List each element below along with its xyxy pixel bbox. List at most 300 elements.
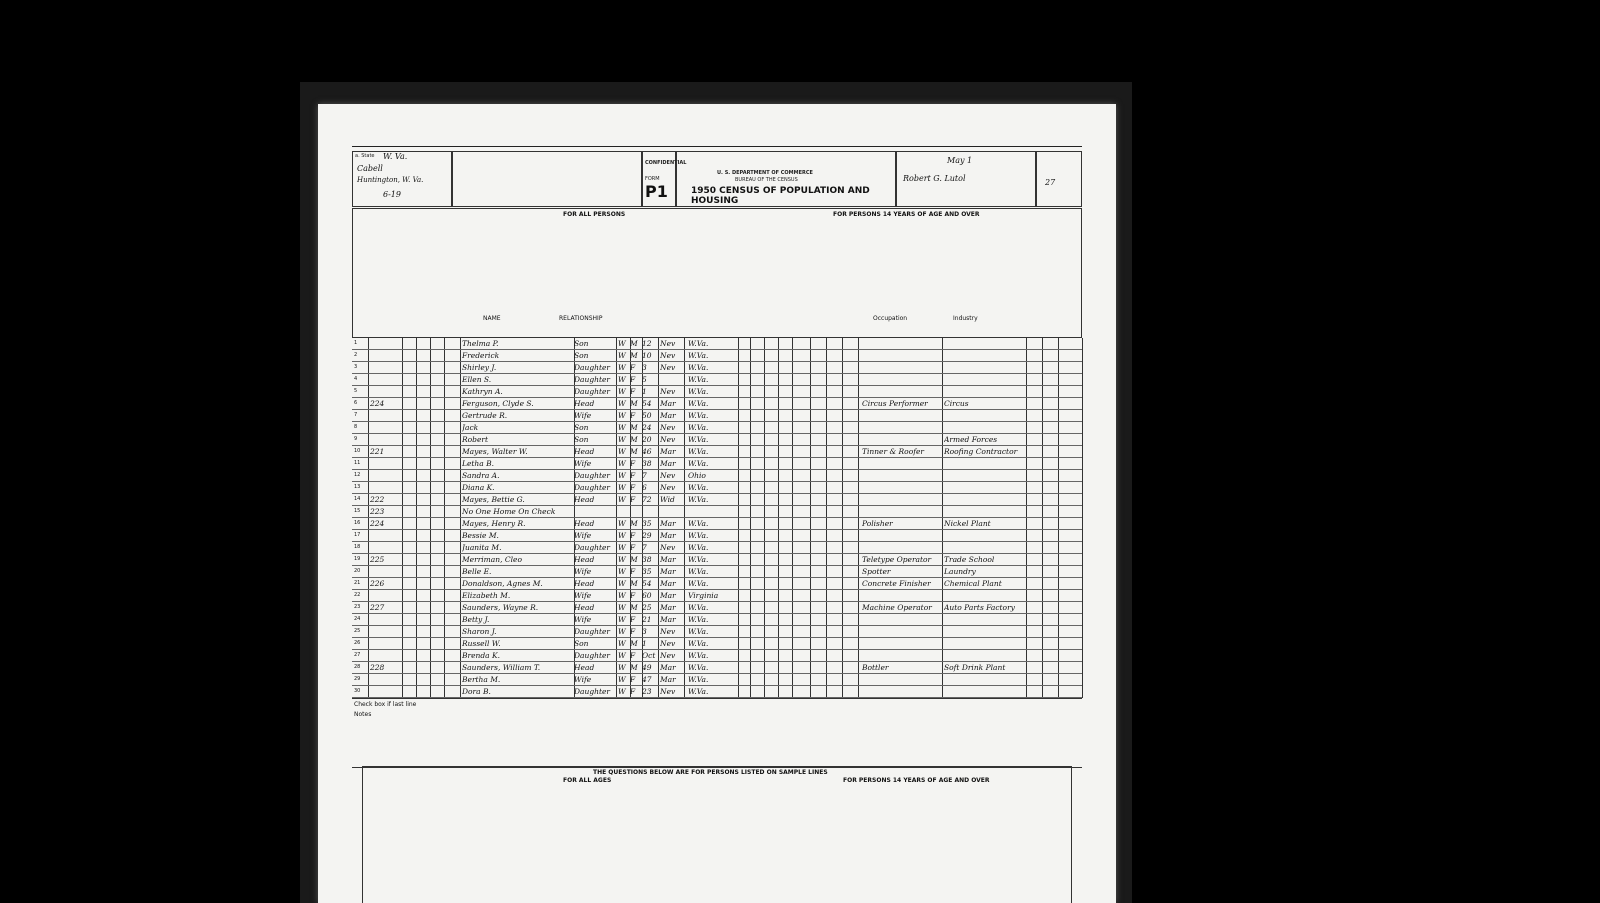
cell-mar: Mar xyxy=(660,567,676,576)
cell-num: 28 xyxy=(354,664,361,670)
cell-name: Bessie M. xyxy=(462,531,499,540)
cell-rel: Daughter xyxy=(574,627,610,636)
cell-bp: W.Va. xyxy=(688,363,709,372)
cell-addr: 226 xyxy=(370,579,385,588)
cell-num: 16 xyxy=(354,520,361,526)
cell-ind xyxy=(944,350,1024,361)
cell-rel: Daughter xyxy=(574,687,610,696)
cell-race: W xyxy=(618,411,626,420)
cell-rel: Head xyxy=(574,447,595,456)
cell-race: W xyxy=(618,387,626,396)
grid-line xyxy=(1082,338,1083,698)
cell-ind: Chemical Plant xyxy=(944,579,1002,588)
cell-num: 8 xyxy=(354,424,358,430)
cell-mar: Mar xyxy=(660,603,676,612)
cell-ind xyxy=(944,650,1024,661)
cell-ind xyxy=(944,470,1024,481)
table-row xyxy=(352,494,1082,505)
cell-name: Thelma P. xyxy=(462,339,499,348)
cell-age: 7 xyxy=(642,471,647,480)
cell-occ xyxy=(862,350,942,361)
cell-num: 7 xyxy=(354,412,358,418)
table-row xyxy=(352,662,1082,673)
cell-age: 6 xyxy=(642,483,647,492)
cell-rel: Head xyxy=(574,555,595,564)
cell-occ: Spotter xyxy=(862,567,891,576)
cell-mar: Nev xyxy=(660,351,676,360)
cell-addr: 224 xyxy=(370,399,385,408)
cell-sex: F xyxy=(630,675,636,684)
cell-addr: 224 xyxy=(370,519,385,528)
cell-rel: Daughter xyxy=(574,483,610,492)
cell-name: Bertha M. xyxy=(462,675,501,684)
cell-name: Brenda K. xyxy=(462,651,501,660)
cell-sex: F xyxy=(630,591,636,600)
cell-bp: W.Va. xyxy=(688,543,709,552)
cell-ind xyxy=(944,410,1024,421)
cell-rel: Wife xyxy=(574,615,592,624)
table-row xyxy=(352,578,1082,589)
cell-bp: Ohio xyxy=(688,471,706,480)
cell-mar: Nev xyxy=(660,423,676,432)
cell-rel: Daughter xyxy=(574,543,610,552)
cell-race: W xyxy=(618,651,626,660)
cell-bp: W.Va. xyxy=(688,459,709,468)
cell-mar: Nev xyxy=(660,471,676,480)
cell-ind xyxy=(944,458,1024,469)
cell-rel: Head xyxy=(574,579,595,588)
cell-num: 18 xyxy=(354,544,361,550)
table-row xyxy=(352,602,1082,613)
cell-mar: Nev xyxy=(660,435,676,444)
cell-race: W xyxy=(618,555,626,564)
notes-label: Notes xyxy=(354,711,372,718)
cell-num: 23 xyxy=(354,604,361,610)
cell-name: Letha B. xyxy=(462,459,495,468)
cell-sex: M xyxy=(630,339,638,348)
cell-rel: Daughter xyxy=(574,471,610,480)
cell-name: Kathryn A. xyxy=(462,387,503,396)
cell-age: 60 xyxy=(642,591,652,600)
cell-age: 24 xyxy=(642,423,652,432)
cell-num: 25 xyxy=(354,628,361,634)
cell-rel: Wife xyxy=(574,591,592,600)
dept-label: U. S. DEPARTMENT OF COMMERCE xyxy=(717,170,813,176)
cell-race: W xyxy=(618,687,626,696)
cell-num: 29 xyxy=(354,676,361,682)
cell-mar: Mar xyxy=(660,519,676,528)
cell-name: Robert xyxy=(462,435,489,444)
cell-occ xyxy=(862,590,942,601)
table-row xyxy=(352,374,1082,385)
county-value: Cabell xyxy=(357,164,383,173)
cell-addr xyxy=(370,434,400,445)
cell-occ: Circus Performer xyxy=(862,399,928,408)
column-header-block xyxy=(352,208,1082,338)
cell-ind xyxy=(944,674,1024,685)
cell-ind: Auto Parts Factory xyxy=(944,603,1015,612)
cell-mar: Nev xyxy=(660,387,676,396)
cell-addr: 227 xyxy=(370,603,385,612)
cell-age xyxy=(642,506,658,517)
cell-rel: Daughter xyxy=(574,363,610,372)
cell-bp: W.Va. xyxy=(688,579,709,588)
cell-bp: W.Va. xyxy=(688,531,709,540)
cell-rel: Son xyxy=(574,423,589,432)
cell-num: 4 xyxy=(354,376,358,382)
cell-addr xyxy=(370,530,400,541)
cell-occ xyxy=(862,650,942,661)
cell-mar: Nev xyxy=(660,339,676,348)
cell-addr xyxy=(370,674,400,685)
cell-bp: W.Va. xyxy=(688,339,709,348)
cell-num: 9 xyxy=(354,436,358,442)
cell-race: W xyxy=(618,351,626,360)
cell-rel: Son xyxy=(574,339,589,348)
cell-bp: W.Va. xyxy=(688,603,709,612)
cell-race: W xyxy=(618,603,626,612)
cell-name: Russell W. xyxy=(462,639,501,648)
cell-rel xyxy=(574,506,614,517)
cell-ind: Armed Forces xyxy=(944,435,998,444)
cell-num: 13 xyxy=(354,484,361,490)
cell-sex: F xyxy=(630,483,636,492)
cell-ind: Nickel Plant xyxy=(944,519,991,528)
cell-sex: F xyxy=(630,543,636,552)
cell-race: W xyxy=(618,543,626,552)
cell-bp: W.Va. xyxy=(688,411,709,420)
cell-addr xyxy=(370,338,400,349)
cell-addr xyxy=(370,638,400,649)
industry-col-label: Industry xyxy=(953,315,978,322)
cell-occ xyxy=(862,674,942,685)
cell-sex: F xyxy=(630,687,636,696)
cell-ind xyxy=(944,362,1024,373)
cell-num: 20 xyxy=(354,568,361,574)
cell-age: 47 xyxy=(642,675,652,684)
cell-sex: F xyxy=(630,531,636,540)
sample-for-persons-14-label: FOR PERSONS 14 YEARS OF AGE AND OVER xyxy=(843,777,990,784)
table-row xyxy=(352,482,1082,493)
cell-age: 21 xyxy=(642,615,652,624)
cell-age: 35 xyxy=(642,567,652,576)
cell-num: 11 xyxy=(354,460,361,466)
cell-addr xyxy=(370,350,400,361)
place-value: Huntington, W. Va. xyxy=(357,176,424,184)
cell-name: Jack xyxy=(462,423,479,432)
cell-bp: W.Va. xyxy=(688,639,709,648)
cell-rel: Daughter xyxy=(574,387,610,396)
cell-age: 12 xyxy=(642,339,652,348)
cell-rel: Daughter xyxy=(574,651,610,660)
cell-rel: Wife xyxy=(574,567,592,576)
cell-ind xyxy=(944,626,1024,637)
cell-rel: Head xyxy=(574,399,595,408)
cell-mar: Mar xyxy=(660,555,676,564)
cell-sex: F xyxy=(630,375,636,384)
cell-rel: Head xyxy=(574,519,595,528)
cell-bp: W.Va. xyxy=(688,555,709,564)
cell-mar: Mar xyxy=(660,591,676,600)
cell-num: 22 xyxy=(354,592,361,598)
cell-mar xyxy=(660,506,682,517)
cell-addr: 222 xyxy=(370,495,385,504)
cell-occ xyxy=(862,362,942,373)
cell-age: 29 xyxy=(642,531,652,540)
enum-date: May 1 xyxy=(947,156,973,165)
cell-num: 15 xyxy=(354,508,361,514)
cell-race: W xyxy=(618,483,626,492)
cell-age: 1 xyxy=(642,639,647,648)
cell-ind xyxy=(944,386,1024,397)
cell-mar: Nev xyxy=(660,639,676,648)
cell-race: W xyxy=(618,579,626,588)
cell-ind: Trade School xyxy=(944,555,995,564)
cell-name: No One Home On Check xyxy=(462,507,556,516)
table-row xyxy=(352,614,1082,625)
cell-mar: Wid xyxy=(660,495,675,504)
table-row xyxy=(352,674,1082,685)
cell-name: Donaldson, Agnes M. xyxy=(462,579,543,588)
cell-ind: Circus xyxy=(944,399,969,408)
cell-name: Juanita M. xyxy=(462,543,502,552)
cell-addr: 223 xyxy=(370,507,385,516)
cell-mar: Mar xyxy=(660,663,676,672)
cell-addr xyxy=(370,386,400,397)
sheet-box xyxy=(1036,151,1082,207)
enumerator-name: Robert G. Lutol xyxy=(903,174,966,183)
table-row xyxy=(352,530,1082,541)
cell-name: Gertrude R. xyxy=(462,411,508,420)
cell-name: Ferguson, Clyde S. xyxy=(462,399,534,408)
cell-addr xyxy=(370,626,400,637)
cell-race: W xyxy=(618,663,626,672)
cell-age: 25 xyxy=(642,603,652,612)
cell-occ xyxy=(862,638,942,649)
cell-mar: Nev xyxy=(660,363,676,372)
cell-mar: Nev xyxy=(660,543,676,552)
cell-race: W xyxy=(618,639,626,648)
cell-addr: 228 xyxy=(370,663,385,672)
cell-num: 12 xyxy=(354,472,361,478)
sheet-number: 27 xyxy=(1045,178,1056,187)
cell-addr: 221 xyxy=(370,447,385,456)
name-col-label: NAME xyxy=(483,315,501,322)
cell-name: Shirley J. xyxy=(462,363,497,372)
cell-age: 54 xyxy=(642,579,652,588)
cell-bp: W.Va. xyxy=(688,495,709,504)
cell-race: W xyxy=(618,375,626,384)
cell-mar: Mar xyxy=(660,615,676,624)
cell-race: W xyxy=(618,459,626,468)
cell-occ: Polisher xyxy=(862,519,893,528)
table-row xyxy=(352,350,1082,361)
cell-name: Elizabeth M. xyxy=(462,591,511,600)
cell-addr xyxy=(370,482,400,493)
cell-age: 72 xyxy=(642,495,652,504)
cell-age: 35 xyxy=(642,519,652,528)
cell-ind xyxy=(944,422,1024,433)
cell-name: Ellen S. xyxy=(462,375,492,384)
table-row xyxy=(352,590,1082,601)
cell-age: 49 xyxy=(642,663,652,672)
cell-ind: Laundry xyxy=(944,567,976,576)
cell-sex xyxy=(630,506,640,517)
cell-rel: Wife xyxy=(574,411,592,420)
ed-value: 6-19 xyxy=(383,190,401,199)
cell-age: 23 xyxy=(642,687,652,696)
cell-ind xyxy=(944,506,1024,517)
cell-addr xyxy=(370,590,400,601)
cell-num: 2 xyxy=(354,352,358,358)
cell-age: 3 xyxy=(642,627,647,636)
cell-age: 5 xyxy=(642,375,647,384)
cell-num: 19 xyxy=(354,556,361,562)
location-box xyxy=(352,151,452,207)
cell-occ xyxy=(862,434,942,445)
cell-rel: Head xyxy=(574,603,595,612)
cell-occ xyxy=(862,614,942,625)
cell-race: W xyxy=(618,615,626,624)
cell-occ xyxy=(862,470,942,481)
cell-occ: Machine Operator xyxy=(862,603,932,612)
cell-race: W xyxy=(618,519,626,528)
cell-sex: F xyxy=(630,411,636,420)
cell-bp: W.Va. xyxy=(688,663,709,672)
cell-num: 3 xyxy=(354,364,358,370)
occupation-col-label: Occupation xyxy=(873,315,908,322)
cell-mar: Mar xyxy=(660,411,676,420)
cell-name: Betty J. xyxy=(462,615,490,624)
cell-mar: Mar xyxy=(660,447,676,456)
cell-rel: Wife xyxy=(574,459,592,468)
table-row xyxy=(352,686,1082,697)
cell-num: 26 xyxy=(354,640,361,646)
cell-num: 30 xyxy=(354,688,361,694)
cell-name: Sandra A. xyxy=(462,471,500,480)
cell-num: 1 xyxy=(354,340,358,346)
cell-ind xyxy=(944,494,1024,505)
table-row xyxy=(352,362,1082,373)
table-row xyxy=(352,470,1082,481)
cell-sex: M xyxy=(630,603,638,612)
cell-num: 17 xyxy=(354,532,361,538)
form-title: 1950 CENSUS OF POPULATION AND HOUSING xyxy=(691,186,870,206)
cell-race: W xyxy=(618,435,626,444)
cell-num: 27 xyxy=(354,652,361,658)
cell-addr xyxy=(370,422,400,433)
cell-mar: Mar xyxy=(660,459,676,468)
cell-name: Saunders, Wayne R. xyxy=(462,603,539,612)
bureau-label: BUREAU OF THE CENSUS xyxy=(735,177,798,183)
cell-mar: Nev xyxy=(660,627,676,636)
cell-bp: W.Va. xyxy=(688,375,709,384)
cell-sex: M xyxy=(630,435,638,444)
cell-num: 21 xyxy=(354,580,361,586)
cell-age: 38 xyxy=(642,555,652,564)
cell-addr xyxy=(370,686,400,697)
cell-race xyxy=(618,506,628,517)
cell-age: 50 xyxy=(642,411,652,420)
cell-name: Sharon J. xyxy=(462,627,497,636)
table-row xyxy=(352,434,1082,445)
cell-num: 10 xyxy=(354,448,361,454)
cell-sex: M xyxy=(630,399,638,408)
cell-bp: W.Va. xyxy=(688,675,709,684)
cell-bp: W.Va. xyxy=(688,435,709,444)
enumerator-box xyxy=(896,151,1036,207)
cell-mar: Mar xyxy=(660,675,676,684)
cell-mar: Mar xyxy=(660,531,676,540)
cell-occ xyxy=(862,386,942,397)
census-form xyxy=(352,146,1082,903)
form-header xyxy=(352,146,1082,213)
cell-sex: F xyxy=(630,651,636,660)
table-row xyxy=(352,398,1082,409)
census-rows xyxy=(352,338,1082,698)
cell-bp: W.Va. xyxy=(688,387,709,396)
cell-name: Saunders, William T. xyxy=(462,663,541,672)
cell-bp: W.Va. xyxy=(688,483,709,492)
cell-occ xyxy=(862,338,942,349)
cell-addr xyxy=(370,470,400,481)
cell-race: W xyxy=(618,591,626,600)
cell-occ xyxy=(862,626,942,637)
cell-race: W xyxy=(618,363,626,372)
cell-name: Merriman, Cleo xyxy=(462,555,522,564)
cell-occ xyxy=(862,494,942,505)
cell-bp: W.Va. xyxy=(688,423,709,432)
table-row xyxy=(352,386,1082,397)
form-id: P1 xyxy=(645,182,668,201)
cell-age: 3 xyxy=(642,363,647,372)
cell-bp: W.Va. xyxy=(688,615,709,624)
cell-sex: M xyxy=(630,555,638,564)
cell-ind xyxy=(944,482,1024,493)
sample-header: THE QUESTIONS BELOW ARE FOR PERSONS LISTED ON SAMPLE LINES xyxy=(593,769,828,776)
cell-age: Oct xyxy=(642,651,656,660)
table-row xyxy=(352,542,1082,553)
cell-bp xyxy=(688,506,734,517)
cell-num: 5 xyxy=(354,388,358,394)
cell-occ xyxy=(862,686,942,697)
cell-name: Mayes, Walter W. xyxy=(462,447,528,456)
cell-name: Mayes, Bettie G. xyxy=(462,495,525,504)
cell-sex: M xyxy=(630,519,638,528)
cell-mar: Nev xyxy=(660,651,676,660)
cell-addr xyxy=(370,410,400,421)
cell-race: W xyxy=(618,627,626,636)
table-row xyxy=(352,626,1082,637)
cell-sex: F xyxy=(630,615,636,624)
cell-bp: W.Va. xyxy=(688,351,709,360)
cell-ind xyxy=(944,542,1024,553)
checked-label: Check box if last line xyxy=(354,701,417,708)
cell-occ: Tinner & Roofer xyxy=(862,447,925,456)
cell-addr: 225 xyxy=(370,555,385,564)
cell-mar: Mar xyxy=(660,579,676,588)
cell-rel: Head xyxy=(574,663,595,672)
table-row xyxy=(352,638,1082,649)
cell-name: Mayes, Henry R. xyxy=(462,519,526,528)
cell-bp: W.Va. xyxy=(688,447,709,456)
table-row xyxy=(352,410,1082,421)
sample-lines-block xyxy=(362,766,1072,903)
cell-addr xyxy=(370,458,400,469)
title-box xyxy=(676,151,896,207)
cell-ind xyxy=(944,590,1024,601)
cell-occ xyxy=(862,542,942,553)
